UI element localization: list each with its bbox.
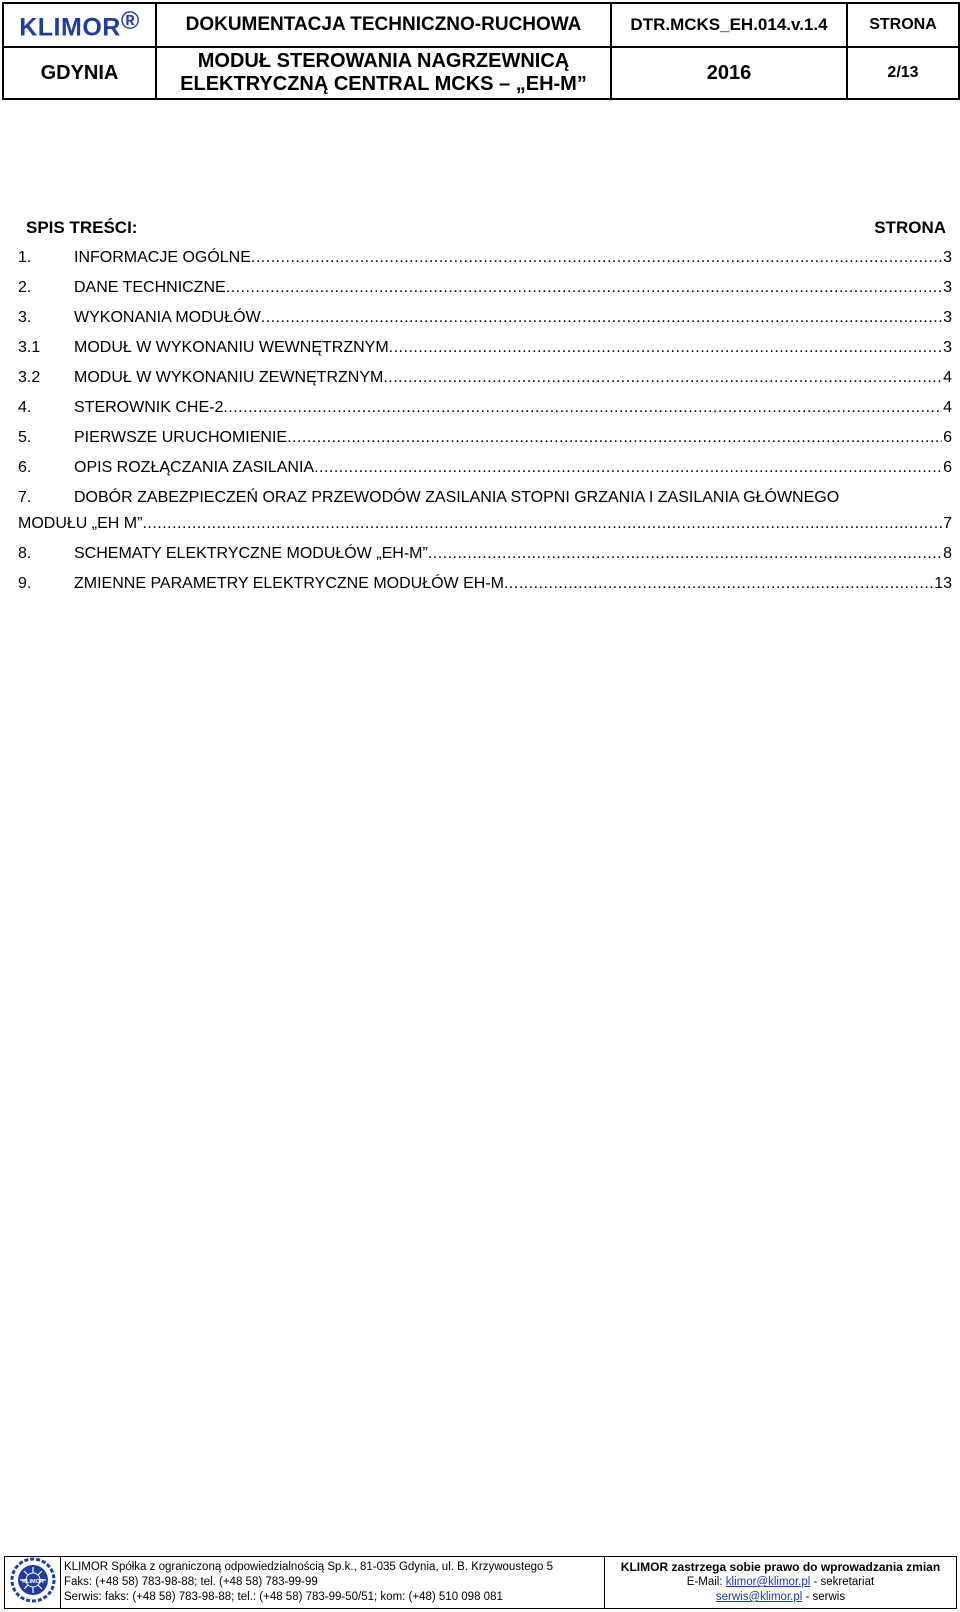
toc-entry-label: INFORMACJE OGÓLNE <box>74 249 251 266</box>
toc-entry-label: ZMIENNE PARAMETRY ELEKTRYCZNE MODUŁÓW EH-M <box>74 575 504 592</box>
footer-rights-cell <box>605 1557 957 1609</box>
toc-entry-label: MODUŁ W WYKONANIU ZEWNĘTRZNYM <box>74 369 384 386</box>
toc-entry-number: 8. <box>18 544 72 564</box>
toc-entry-page: 7 <box>943 515 952 532</box>
toc-page-column: STRONA <box>874 218 946 237</box>
toc-entry-page: 6 <box>943 459 952 476</box>
toc-entry-label-continued: MODUŁU „EH M” <box>18 515 143 532</box>
email-service-line <box>605 1590 956 1605</box>
logo-text: KLIMOR <box>21 1579 44 1585</box>
toc-entry-page: 4 <box>943 369 952 386</box>
brand-logo-text: KLIMOR <box>19 13 121 42</box>
toc-entry-number: 6. <box>18 458 72 478</box>
email-office-line <box>605 1575 956 1590</box>
table-of-contents <box>18 248 952 604</box>
toc-entry-number: 5. <box>18 428 72 448</box>
toc-entry-label: SCHEMATY ELEKTRYCZNE MODUŁÓW „EH-M” <box>74 545 428 562</box>
module-title-line1: MODUŁ STEROWANIA NAGRZEWNICĄ <box>197 50 570 72</box>
toc-entry[interactable] <box>18 248 952 278</box>
toc-entry[interactable] <box>18 368 952 398</box>
doc-title: DOKUMENTACJA TECHNICZNO-RUCHOWA <box>156 3 611 47</box>
email-office-link[interactable]: klimor@klimor.pl <box>725 1576 811 1588</box>
registered-mark: ® <box>120 7 140 36</box>
toc-entry-page: 4 <box>943 399 952 416</box>
service-contact-line: Serwis: faks: (+48 58) 783-98-88; tel.: (+48 58) 783-99-50/51; kom: (+48) 510 098 081 <box>64 1591 503 1603</box>
email-prefix: E-Mail: <box>686 1576 723 1588</box>
toc-entry-number: 9. <box>18 574 72 594</box>
email-service-label: - serwis <box>805 1591 846 1603</box>
toc-heading <box>26 218 946 238</box>
toc-entry-label: DANE TECHNICZNE <box>74 279 226 296</box>
toc-entry-number: 3. <box>18 308 72 328</box>
toc-entry-number: 4. <box>18 398 72 418</box>
toc-entry-number: 3.2 <box>18 368 72 388</box>
toc-entry-label: OPIS ROZŁĄCZANIA ZASILANIA <box>74 459 315 476</box>
brand-cell <box>3 3 156 47</box>
toc-entry[interactable] <box>18 278 952 308</box>
toc-entry-number: 3.1 <box>18 338 72 358</box>
fax-phone-line: Faks: (+48 58) 783-98-88; tel. (+48 58) 783-99-99 <box>64 1576 318 1588</box>
toc-entry-page: 13 <box>934 575 952 592</box>
toc-entry[interactable] <box>18 398 952 428</box>
email-service-link[interactable]: serwis@klimor.pl <box>715 1591 803 1603</box>
toc-entry-number: 2. <box>18 278 72 298</box>
document-footer <box>4 1556 957 1609</box>
page-number: 2/13 <box>847 47 959 99</box>
module-title-line2: ELEKTRYCZNĄ CENTRAL MCKS – „EH-M” <box>180 73 587 95</box>
toc-entry-page: 3 <box>943 309 952 326</box>
toc-entry-label: DOBÓR ZABEZPIECZEŃ ORAZ PRZEWODÓW ZASILANIA STOPNI GRZANIA I ZASILANIA GŁÓWNEGO <box>74 489 840 506</box>
toc-entry[interactable] <box>18 574 952 604</box>
toc-entry-continuation[interactable] <box>18 514 952 544</box>
email-office-label: - sekretariat <box>813 1576 875 1588</box>
year: 2016 <box>611 47 847 99</box>
toc-entry[interactable] <box>18 338 952 368</box>
toc-entry-page: 6 <box>943 429 952 446</box>
toc-entry[interactable] <box>18 488 952 514</box>
page-label: STRONA <box>847 3 959 47</box>
toc-entry-label: PIERWSZE URUCHOMIENIE <box>74 429 288 446</box>
footer-address <box>61 1557 605 1609</box>
toc-entry-page: 3 <box>943 339 952 356</box>
toc-entry-page: 3 <box>943 249 952 266</box>
city: GDYNIA <box>3 47 156 99</box>
toc-title: SPIS TREŚCI: <box>26 218 138 237</box>
toc-entry[interactable] <box>18 428 952 458</box>
toc-entry-number: 7. <box>18 488 72 508</box>
rights-notice: KLIMOR zastrzega sobie prawo do wprowadzania zmian <box>620 1560 941 1574</box>
toc-entry[interactable] <box>18 544 952 574</box>
document-header <box>2 2 960 100</box>
toc-entry-label: STEROWNIK CHE-2 <box>74 399 224 416</box>
toc-entry[interactable] <box>18 308 952 338</box>
toc-entry-number: 1. <box>18 248 72 268</box>
module-title <box>156 47 611 99</box>
toc-entry-page: 3 <box>943 279 952 296</box>
toc-entry-page: 8 <box>943 545 952 562</box>
footer-logo-cell <box>5 1557 61 1609</box>
toc-entry-label: MODUŁ W WYKONANIU WEWNĘTRZNYM <box>74 339 389 356</box>
klimor-logo-icon <box>10 1557 56 1603</box>
company-address: KLIMOR Spółka z ograniczoną odpowiedzialnością Sp.k., 81-035 Gdynia, ul. B. Krzywoustego 5 <box>64 1561 554 1573</box>
doc-code: DTR.MCKS_EH.014.v.1.4 <box>611 3 847 47</box>
toc-entry-label: WYKONANIA MODUŁÓW <box>74 309 261 326</box>
toc-entry[interactable] <box>18 458 952 488</box>
